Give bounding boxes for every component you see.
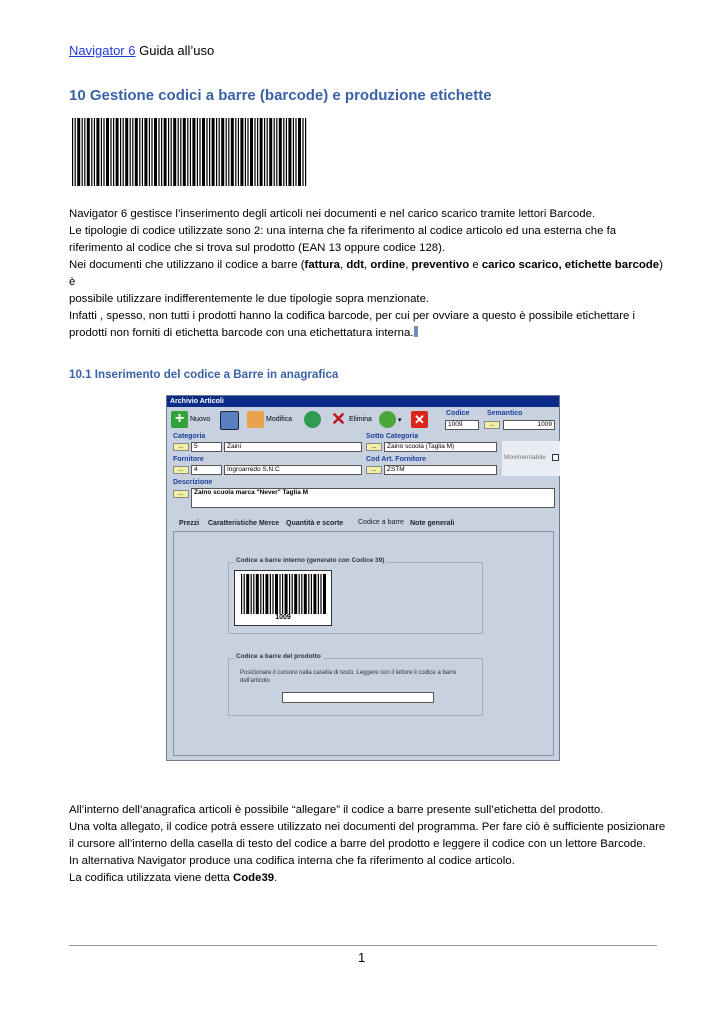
barcode-bar bbox=[142, 118, 143, 186]
save-icon[interactable] bbox=[220, 411, 239, 430]
barcode-bar bbox=[228, 118, 229, 186]
intro-line: Navigator 6 gestisce l’inserimento degli articoli nei documenti e nel carico scarico tramite lettori Barcode. bbox=[69, 208, 596, 220]
sottocat-field[interactable]: Zaino scuola (Taglia M) bbox=[384, 442, 497, 452]
chevron-down-icon[interactable]: ▾ bbox=[398, 417, 402, 424]
outro-line: La codifica utilizzata viene detta Code39. bbox=[69, 872, 278, 884]
barcode-bar bbox=[144, 118, 147, 186]
barcode-bar bbox=[240, 118, 243, 186]
barcode-bar bbox=[206, 118, 207, 186]
barcode-bar bbox=[125, 118, 128, 186]
barcode-bar bbox=[295, 118, 296, 186]
footer-divider bbox=[69, 945, 657, 946]
barcode-bar bbox=[130, 118, 131, 186]
barcode-bar bbox=[101, 118, 102, 186]
product-barcode-hint: Posizionare il cursore nalla casella di testo. Leggere con il lettore il codice a barre dell'articolo bbox=[240, 670, 457, 684]
barcode-bar bbox=[260, 574, 261, 614]
page-number: 1 bbox=[358, 950, 366, 965]
barcode-number: 1009 bbox=[275, 614, 291, 621]
barcode-bar bbox=[304, 574, 307, 614]
semantico-field[interactable]: 1009 bbox=[503, 420, 555, 430]
barcode-bar bbox=[199, 118, 200, 186]
barcode-bar bbox=[154, 118, 157, 186]
barcode-bar bbox=[180, 118, 181, 186]
internal-barcode-label: Codice a barre interno (generato con Codice 39) bbox=[236, 557, 385, 564]
barcode-bar bbox=[82, 118, 83, 186]
header-text: Guida all’uso bbox=[135, 43, 215, 58]
tab-codice-a-barre[interactable]: Codice a barre bbox=[354, 519, 408, 526]
intro-line: Infatti , spesso, non tutti i prodotti hanno la codifica barcode, per cui per ovviare a questo è possibile etichettare i bbox=[69, 310, 636, 322]
window-title: Archivio Articoli bbox=[167, 396, 559, 407]
fornitore-code-field[interactable]: 4 bbox=[191, 465, 222, 475]
categoria-code-field[interactable]: 5 bbox=[191, 442, 222, 452]
refresh-icon[interactable] bbox=[304, 411, 321, 428]
intro-line: Le tipologie di codice utilizzate sono 2: una interna che fa riferimento al codice articolo ed una esterna che fa bbox=[69, 225, 617, 237]
sottocat-lookup-button[interactable]: ... bbox=[366, 443, 382, 451]
barcode-bar bbox=[320, 574, 321, 614]
barcode-bar bbox=[269, 118, 272, 186]
barcode-bar bbox=[263, 574, 264, 614]
barcode-bar bbox=[305, 118, 306, 186]
barcode-image bbox=[72, 118, 307, 186]
barcode-bar bbox=[216, 118, 217, 186]
barcode-bar bbox=[256, 574, 259, 614]
barcode-bar bbox=[247, 118, 248, 186]
barcode-bar bbox=[245, 118, 246, 186]
internal-barcode bbox=[234, 570, 332, 626]
barcode-bar bbox=[288, 118, 291, 186]
barcode-bar bbox=[246, 574, 249, 614]
app-window bbox=[166, 395, 560, 761]
scissors-x-icon: ✕ bbox=[330, 409, 347, 429]
barcode-bar bbox=[282, 574, 283, 614]
barcode-bar bbox=[265, 574, 268, 614]
barcode-bar bbox=[251, 574, 252, 614]
barcode-bar bbox=[192, 118, 195, 186]
product-barcode-field[interactable] bbox=[282, 692, 434, 703]
close-icon[interactable]: ✕ bbox=[411, 411, 428, 428]
semantico-lookup-button[interactable]: ... bbox=[484, 421, 500, 429]
barcode-bar bbox=[226, 118, 227, 186]
section-title: 10 Gestione codici a barre (barcode) e produzione etichette bbox=[69, 87, 492, 104]
barcode-bar bbox=[87, 118, 90, 186]
subsection-title: 10.1 Inserimento del codice a Barre in anagrafica bbox=[69, 368, 339, 381]
barcode-bar bbox=[254, 118, 255, 186]
barcode-bar bbox=[313, 574, 316, 614]
cursor-marker bbox=[414, 326, 418, 337]
barcode-bar bbox=[91, 118, 92, 186]
barcode-bar bbox=[257, 118, 258, 186]
outro-line: All’interno dell’anagrafica articoli è possibile “allegare” il codice a barre presente sull’etichetta del prodotto. bbox=[69, 804, 604, 816]
barcode-bar bbox=[235, 118, 236, 186]
barcode-bar bbox=[260, 118, 263, 186]
descrizione-label: Descrizione bbox=[173, 479, 213, 486]
barcode-bar bbox=[173, 118, 176, 186]
movimentabile-label: Movimentabile bbox=[504, 454, 546, 461]
barcode-bar bbox=[293, 118, 294, 186]
barcode-bar bbox=[212, 118, 215, 186]
barcode-bar bbox=[279, 118, 282, 186]
delete-button[interactable]: ✕ Elimina bbox=[330, 409, 372, 429]
users-icon[interactable] bbox=[379, 411, 396, 428]
barcode-bar bbox=[171, 118, 172, 186]
barcode-bar bbox=[106, 118, 109, 186]
barcode-bar bbox=[231, 118, 234, 186]
barcode-bar bbox=[283, 118, 284, 186]
intro-line: possibile utilizzare indifferentemente le due tipologie sopra menzionate. bbox=[69, 293, 430, 305]
header-link[interactable]: Navigator 6 bbox=[69, 43, 136, 58]
barcode-bar bbox=[286, 118, 287, 186]
barcode-bar bbox=[209, 118, 210, 186]
movimentabile-checkbox[interactable] bbox=[552, 454, 559, 461]
barcode-bar bbox=[77, 118, 80, 186]
barcode-bar bbox=[299, 574, 300, 614]
barcode-bar bbox=[219, 118, 220, 186]
tab-bar bbox=[174, 518, 554, 531]
barcode-bar bbox=[264, 118, 265, 186]
barcode-bar bbox=[302, 118, 303, 186]
barcode-bar bbox=[285, 574, 288, 614]
barcode-bar bbox=[238, 118, 239, 186]
categoria-field[interactable]: Zaini bbox=[224, 442, 362, 452]
outro-line: Una volta allegato, il codice potrà essere utilizzato nei documenti del programma. Per fare ciò è sufficiente posizionare bbox=[69, 821, 666, 833]
barcode-bar bbox=[190, 118, 191, 186]
tab-quantita[interactable]: Quantità e scorte bbox=[286, 520, 344, 527]
barcode-bar bbox=[301, 574, 302, 614]
plus-icon: + bbox=[171, 411, 188, 428]
barcode-bar bbox=[139, 118, 140, 186]
tab-caratteristiche[interactable]: Caratteristiche Merce bbox=[208, 520, 280, 527]
codice-label: Codice bbox=[446, 410, 470, 417]
intro-line: Nei documenti che utilizzano il codice a barre (fattura, ddt, ordine, preventivo e carico scarico, etichette barcode) è bbox=[69, 259, 663, 288]
barcode-bar bbox=[250, 118, 253, 186]
barcode-bar bbox=[84, 118, 85, 186]
barcode-bar bbox=[151, 118, 152, 186]
barcode-bar bbox=[123, 118, 124, 186]
barcode-bar bbox=[318, 574, 319, 614]
internal-barcode-bars bbox=[241, 574, 327, 614]
outro-line: In alternativa Navigator produce una codifica interna che fa riferimento al codice articolo. bbox=[69, 855, 515, 867]
barcode-bar bbox=[116, 118, 119, 186]
barcode-bar bbox=[96, 118, 99, 186]
barcode-bar bbox=[244, 574, 245, 614]
outro-line: il cursore all’interno della casella di testo del codice a barre del prodotto e leggere il codice con un lettore Barcode. bbox=[69, 838, 646, 850]
barcode-bar bbox=[113, 118, 114, 186]
descrizione-lookup-button[interactable]: ... bbox=[173, 490, 189, 498]
codart-lookup-button[interactable]: ... bbox=[366, 466, 382, 474]
descrizione-field[interactable]: Zaino scuola marca "Never" Taglia M bbox=[191, 488, 555, 508]
fornitore-label: Fornitore bbox=[173, 456, 204, 463]
barcode-bar bbox=[276, 118, 277, 186]
categoria-label: Categoria bbox=[173, 433, 206, 440]
tab-note[interactable]: Note generali bbox=[410, 520, 455, 527]
page-header bbox=[69, 43, 214, 58]
barcode-bar bbox=[292, 574, 293, 614]
barcode-bar bbox=[164, 118, 167, 186]
barcode-bar bbox=[241, 574, 242, 614]
intro-line: riferimento al codice che si trova sul prodotto (EAN 13 oppure codice 128). bbox=[69, 242, 446, 254]
fornitore-field[interactable]: Ingroarredo S.N.C bbox=[224, 465, 362, 475]
codice-field[interactable]: 1009 bbox=[445, 420, 479, 430]
barcode-bar bbox=[323, 574, 326, 614]
new-button[interactable]: + Nuovo bbox=[171, 411, 210, 428]
product-barcode-label: Codice a barre del prodotto bbox=[236, 653, 321, 660]
barcode-bar bbox=[289, 574, 290, 614]
edit-button[interactable]: Modifica bbox=[247, 411, 292, 428]
barcode-bar bbox=[120, 118, 121, 186]
pencil-icon bbox=[247, 411, 264, 428]
barcode-bar bbox=[135, 118, 138, 186]
barcode-bar bbox=[75, 118, 76, 186]
barcode-bar bbox=[158, 118, 159, 186]
fornitore-lookup-button[interactable]: ... bbox=[173, 466, 189, 474]
barcode-bar bbox=[294, 574, 297, 614]
barcode-bar bbox=[272, 574, 273, 614]
barcode-bar bbox=[110, 118, 111, 186]
barcode-bar bbox=[279, 574, 280, 614]
tab-prezzi[interactable]: Prezzi bbox=[179, 520, 200, 527]
outro-paragraph bbox=[69, 802, 669, 887]
sottocat-label: Sotto Categoria bbox=[366, 433, 419, 440]
intro-paragraph bbox=[69, 206, 669, 342]
barcode-bar bbox=[103, 118, 104, 186]
barcode-bar bbox=[178, 118, 179, 186]
barcode-bar bbox=[308, 574, 309, 614]
barcode-bar bbox=[197, 118, 198, 186]
intro-line: prodotti non forniti di etichetta barcode con una etichettatura interna. bbox=[69, 325, 669, 342]
barcode-bar bbox=[161, 118, 162, 186]
barcode-bar bbox=[298, 118, 301, 186]
codart-field[interactable]: ZSTM bbox=[384, 465, 497, 475]
barcode-bar bbox=[187, 118, 188, 186]
barcode-bar bbox=[275, 574, 278, 614]
product-barcode-group bbox=[228, 658, 483, 716]
barcode-bar bbox=[94, 118, 95, 186]
barcode-bar bbox=[168, 118, 169, 186]
barcode-bar bbox=[183, 118, 186, 186]
barcode-bar bbox=[253, 574, 254, 614]
barcode-bar bbox=[149, 118, 150, 186]
barcode-bar bbox=[274, 118, 275, 186]
barcode-bar bbox=[202, 118, 205, 186]
barcode-bar bbox=[221, 118, 224, 186]
barcode-bar bbox=[132, 118, 133, 186]
barcode-bar bbox=[72, 118, 73, 186]
barcode-bar bbox=[267, 118, 268, 186]
barcode-bar bbox=[270, 574, 271, 614]
barcode-bar bbox=[311, 574, 312, 614]
semantico-label: Semantico bbox=[487, 410, 523, 417]
tab-panel bbox=[173, 531, 554, 756]
categoria-lookup-button[interactable]: ... bbox=[173, 443, 189, 451]
codart-label: Cod Art. Fornitore bbox=[366, 456, 427, 463]
